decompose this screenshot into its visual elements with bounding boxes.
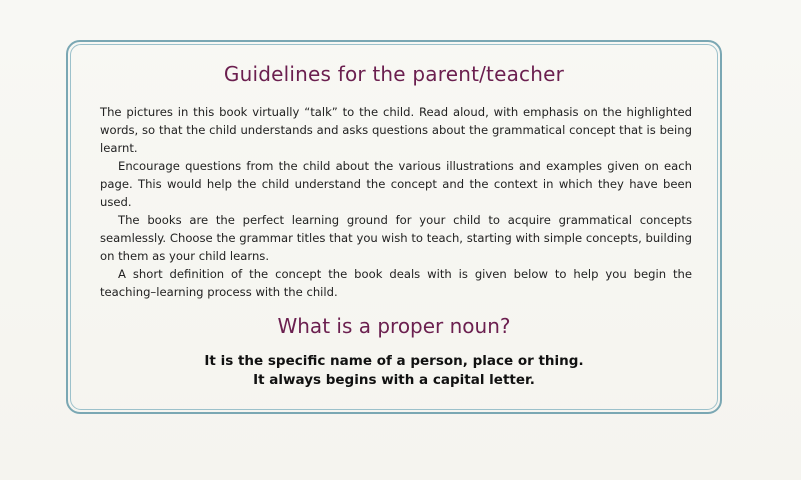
guidelines-paragraph-3: The books are the perfect learning ground for your child to acquire grammatical concepts seamlessly. Choose the grammar titles that you wish to teach, starting with simple concepts, building on them as your child learns. — [100, 213, 692, 263]
definition-line-2: It always begins with a capital letter. — [253, 372, 535, 388]
guidelines-body — [100, 103, 692, 301]
definition-question: What is a proper noun? — [277, 314, 511, 338]
guidelines-paragraph-4: A short definition of the concept the book deals with is given below to help you begin the teaching–learning process with the child. — [100, 267, 692, 299]
guidelines-paragraph-1: The pictures in this book virtually “talk” to the child. Read aloud, with emphasis on the highlighted words, so that the child understands and asks questions about the grammatical concept that is being learnt. — [100, 105, 692, 155]
guidelines-title: Guidelines for the parent/teacher — [223, 62, 565, 86]
guidelines-paragraph-2: Encourage questions from the child about the various illustrations and examples given on each page. This would help the child understand the concept and the context in which they have been used. — [100, 159, 692, 209]
definition-line-1: It is the specific name of a person, place or thing. — [204, 353, 584, 369]
